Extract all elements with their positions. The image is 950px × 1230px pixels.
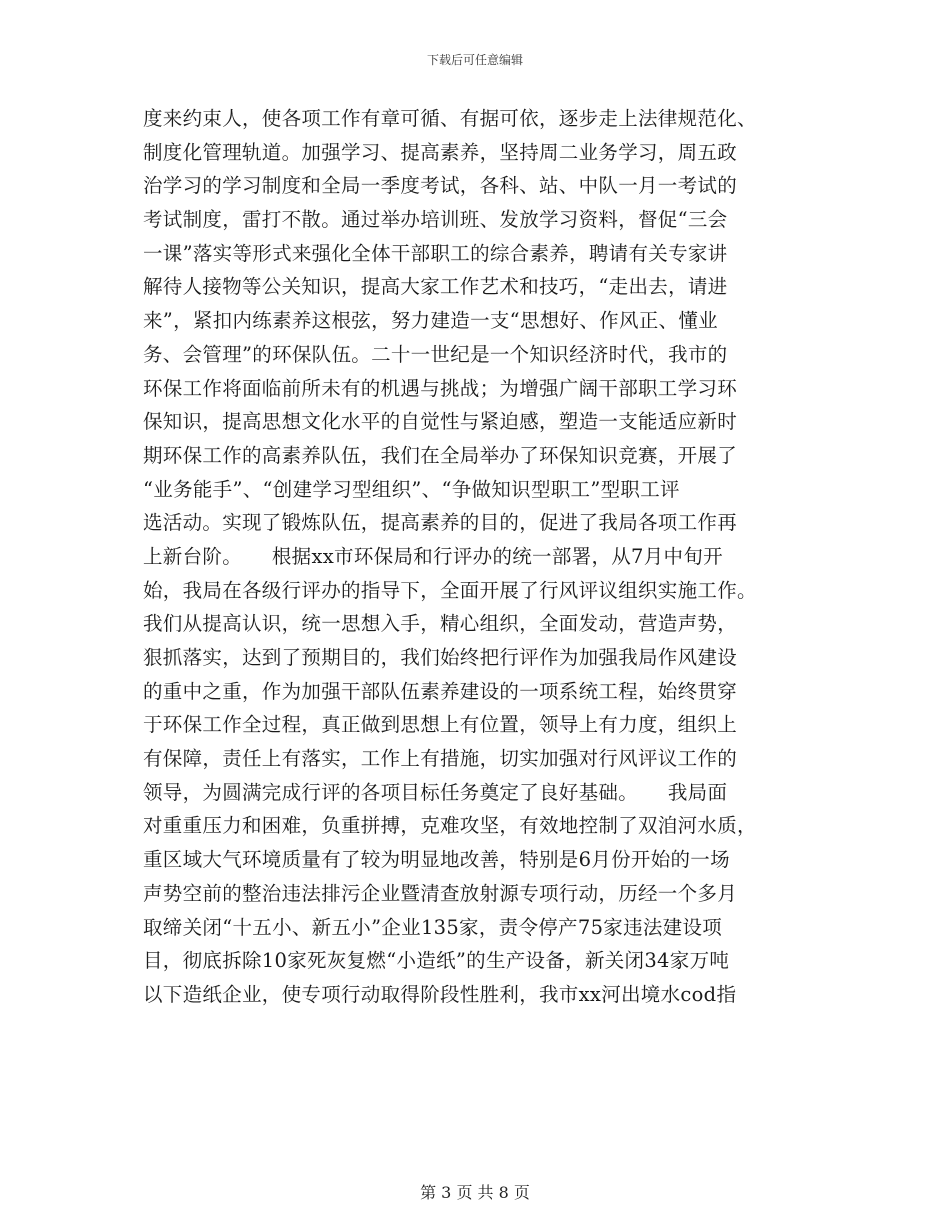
text-line: 有保障，责任上有落实，工作上有措施，切实加强对行风评议工作的: [143, 747, 738, 771]
text-line: 环保工作将面临前所未有的机遇与挑战；为增强广阔干部职工学习环: [143, 376, 738, 400]
text-line: 的重中之重，作为加强干部队伍素养建设的一项系统工程，始终贯穿: [143, 679, 738, 703]
text-line: 目，彻底拆除10家死灰复燃“小造纸”的生产设备，新关闭34家万吨: [143, 949, 730, 973]
text-line: 治学习的学习制度和全局一季度考试，各科、站、中队一月一考试的: [143, 174, 738, 198]
text-line: 领导，为圆满完成行评的各项目标任务奠定了良好基础。 我局面: [143, 780, 728, 804]
text-line: 以下造纸企业，使专项行动取得阶段性胜利，我市xx河出境水cod指: [143, 982, 737, 1006]
text-line: 取缔关闭“十五小、新五小”企业135家，责令停产75家违法建设项: [143, 915, 723, 939]
text-line: 度来约束人，使各项工作有章可循、有据可依，逐步走上法律规范化、: [143, 107, 757, 130]
text-line: 来”，紧扣内练素养这根弦，努力建造一支“思想好、作风正、懂业: [143, 309, 718, 333]
text-line: 声势空前的整治违法排污企业暨清查放射源专项行动，历经一个多月: [143, 881, 738, 905]
text-line: “业务能手”、“创建学习型组织”、“争做知识型职工”型职工评: [143, 477, 680, 501]
text-line: 期环保工作的高素养队伍，我们在全局举办了环保知识竞赛，开展了: [143, 443, 738, 467]
text-line: 重区域大气环境质量有了较为明显地改善，特别是6月份开始的一场: [143, 848, 730, 872]
text-line: 选活动。实现了锻炼队伍，提高素养的目的，促进了我局各项工作再: [143, 511, 738, 535]
text-line: 上新台阶。 根据xx市环保局和行评办的统一部署，从7月中旬开: [143, 544, 723, 568]
text-line: 狠抓落实，达到了预期目的，我们始终把行评作为加强我局作风建设: [143, 646, 738, 669]
page-number-footer: 第 3 页 共 8 页: [420, 1183, 530, 1202]
document-body: [143, 102, 808, 1012]
text-line: 制度化管理轨道。加强学习、提高素养，坚持周二业务学习，周五政: [143, 140, 738, 164]
text-line: 保知识，提高思想文化水平的自觉性与紧迫感，塑造一支能适应新时: [143, 410, 738, 434]
page-header: 下载后可任意编辑: [426, 53, 523, 67]
text-line: 始，我局在各级行评办的指导下，全面开展了行风评议组织实施工作。: [143, 578, 757, 602]
text-line: 务、会管理”的环保队伍。二十一世纪是一个知识经济时代，我市的: [143, 342, 728, 366]
text-line: 解待人接物等公关知识，提高大家工作艺术和技巧，“走出去，请进: [143, 275, 728, 299]
text-line: 我们从提高认识，统一思想入手，精心组织，全面发动，营造声势，: [143, 612, 738, 636]
text-line: 考试制度，雷打不散。通过举办培训班、发放学习资料，督促“三会: [143, 208, 728, 232]
text-line: 一课”落实等形式来强化全体干部职工的综合素养，聘请有关专家讲: [143, 241, 728, 265]
text-line: 于环保工作全过程，真正做到思想上有位置，领导上有力度，组织上: [143, 713, 738, 737]
text-line: 对重重压力和困难，负重拼搏，克难攻坚，有效地控制了双洎河水质，: [143, 814, 757, 838]
